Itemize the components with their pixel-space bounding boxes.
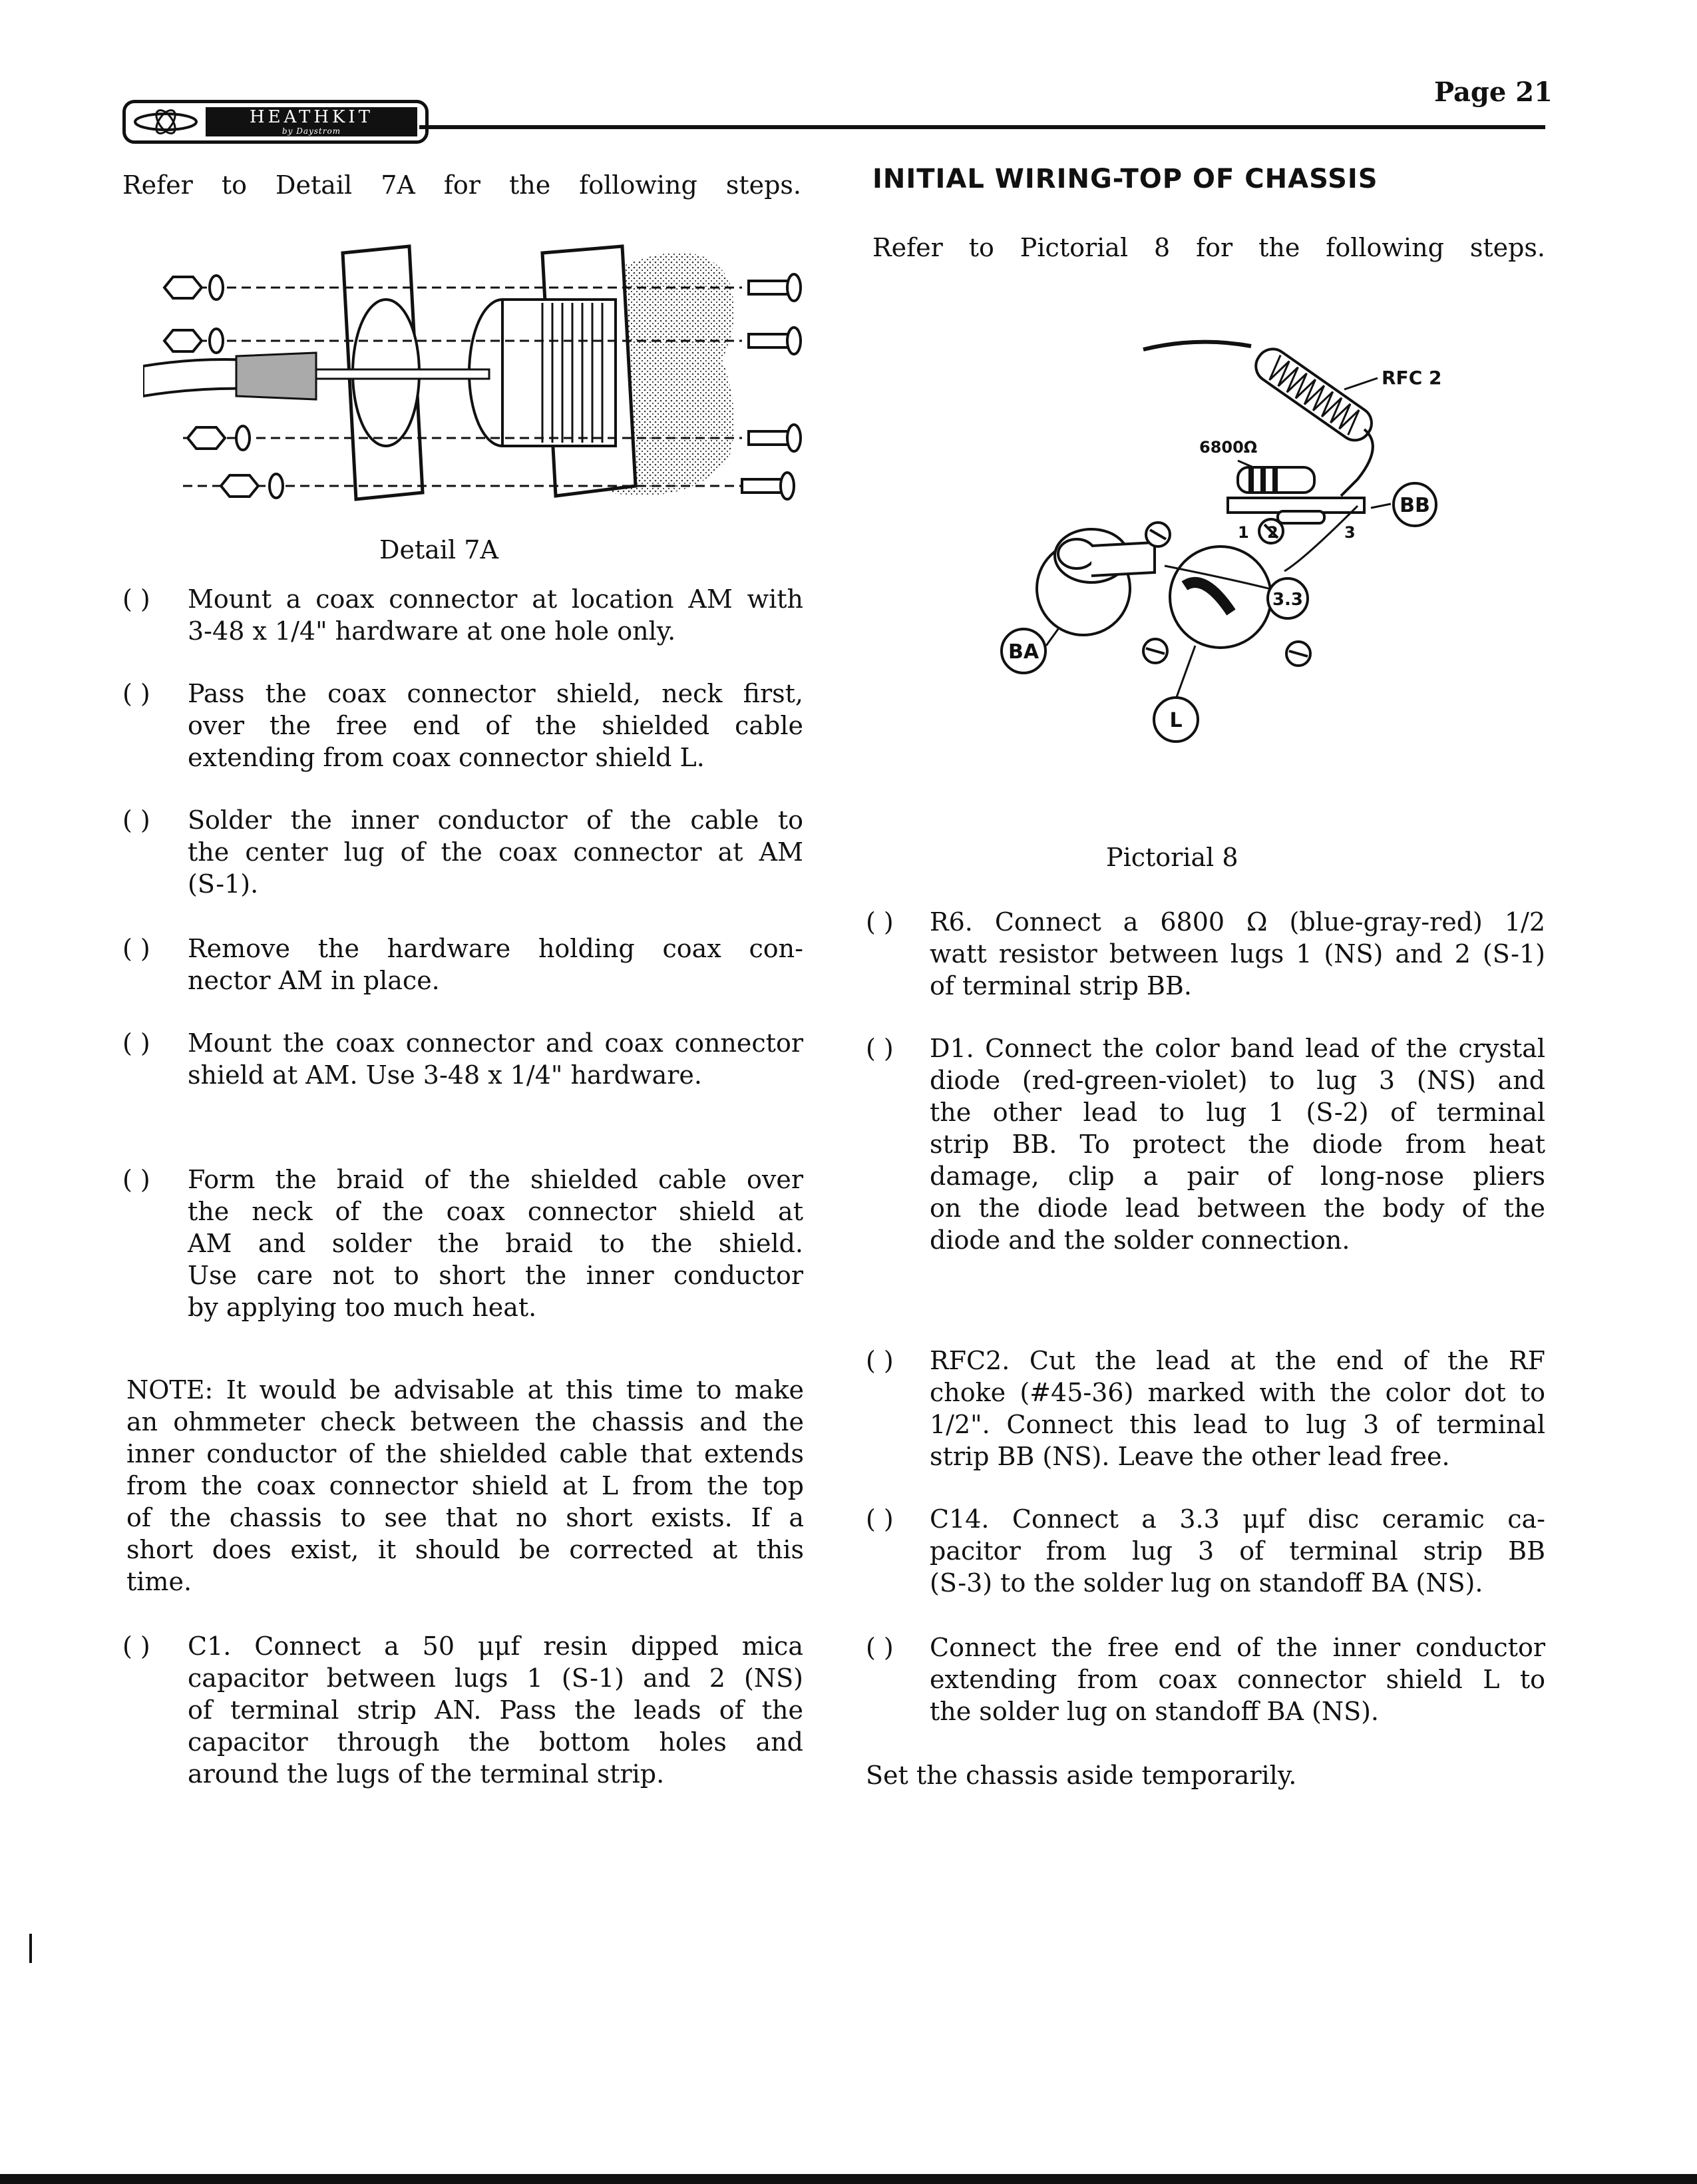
header-rule: [419, 125, 1545, 129]
scan-bottom-edge: [0, 2174, 1697, 2184]
label-rfc2: RFC 2: [1382, 367, 1442, 389]
step-item: [930, 1032, 1545, 1256]
brand-name: HEATHKIT: [249, 107, 374, 127]
text-line: AM and solder the braid to the shield.: [188, 1229, 803, 1258]
atom-icon: [131, 106, 201, 138]
step-checkbox[interactable]: ( ): [122, 1632, 150, 1661]
label-lug-1: 1: [1238, 523, 1249, 542]
step-checkbox[interactable]: ( ): [866, 1633, 894, 1662]
text-line: Mount a coax connector at location AM with: [188, 584, 803, 614]
text-line: Set the chassis aside temporarily.: [866, 1761, 1297, 1790]
step-item: [188, 1164, 803, 1323]
text-line: the center lug of the coax connector at AM: [188, 837, 803, 867]
text-line: capacitor through the bottom holes and: [188, 1727, 803, 1757]
text-line: (S-3) to the solder lug on standoff BA (NS).: [930, 1568, 1483, 1598]
connector-body: [502, 300, 616, 446]
text-line: D1. Connect the color band lead of the crystal: [930, 1034, 1545, 1063]
text-line: time.: [126, 1567, 192, 1596]
text-line: shield at AM. Use 3-48 x 1/4" hardware.: [188, 1060, 702, 1090]
detail-7a-figure: [143, 240, 822, 519]
text-line: C1. Connect a 50 μμf resin dipped mica: [188, 1632, 803, 1661]
text-line: Mount the coax connector and coax connector: [188, 1028, 803, 1058]
step-item: [188, 678, 803, 773]
text-line: an ohmmeter check between the chassis and the: [126, 1407, 804, 1436]
screws: [742, 274, 801, 499]
braid: [236, 353, 316, 399]
text-line: on the diode lead between the body of the: [930, 1194, 1545, 1223]
step-item: [188, 804, 803, 900]
logo-wordmark: [206, 107, 417, 136]
step-item: [188, 933, 803, 996]
label-l: L: [1169, 709, 1183, 732]
step-checkbox[interactable]: ( ): [866, 1346, 894, 1375]
text-line: short does exist, it should be corrected at this: [126, 1535, 804, 1564]
label-lug-3: 3: [1344, 523, 1356, 542]
text-line: C14. Connect a 3.3 μμf disc ceramic ca-: [930, 1504, 1545, 1534]
label-bb: BB: [1400, 494, 1430, 517]
text-line: capacitor between lugs 1 (S-1) and 2 (NS): [188, 1663, 803, 1693]
text-line: extending from coax connector shield L.: [188, 743, 705, 772]
text-line: around the lugs of the terminal strip.: [188, 1759, 665, 1789]
text-line: Refer to Pictorial 8 for the following steps.: [872, 233, 1545, 262]
step-item: [930, 906, 1545, 1002]
label-ba: BA: [1008, 640, 1039, 664]
text-line: of the chassis to see that no short exists. If a: [126, 1503, 804, 1532]
left-intro: [122, 169, 801, 201]
closing-text: [866, 1759, 1398, 1791]
ohmmeter-note: [126, 1374, 804, 1598]
text-line: the solder lug on standoff BA (NS).: [930, 1697, 1380, 1726]
text-line: diode and the solder connection.: [930, 1225, 1350, 1255]
text-line: 1/2". Connect this lead to lug 3 of terminal: [930, 1410, 1545, 1439]
step-item: [188, 1630, 803, 1790]
text-line: nector AM in place.: [188, 966, 440, 995]
text-line: RFC2. Cut the lead at the end of the RF: [930, 1346, 1545, 1375]
page-number: Page 21: [1434, 77, 1553, 108]
step-item: [930, 1345, 1545, 1472]
detail-7a-caption: Detail 7A: [379, 535, 498, 564]
text-line: over the free end of the shielded cable: [188, 711, 803, 740]
step-checkbox[interactable]: ( ): [122, 1165, 150, 1194]
text-line: of terminal strip BB.: [930, 971, 1192, 1000]
text-line: by applying too much heat.: [188, 1293, 537, 1322]
text-line: strip BB (NS). Leave the other lead free.: [930, 1442, 1450, 1471]
heathkit-logo: [122, 100, 429, 144]
text-line: choke (#45-36) marked with the color dot to: [930, 1378, 1545, 1407]
rf-choke: [1250, 343, 1378, 447]
section-heading: INITIAL WIRING-TOP OF CHASSIS: [872, 164, 1378, 194]
right-intro: [872, 232, 1545, 264]
step-checkbox[interactable]: ( ): [866, 907, 894, 937]
text-line: R6. Connect a 6800 Ω (blue-gray-red) 1/2: [930, 907, 1545, 937]
crystal-diode: [1278, 511, 1324, 523]
text-line: watt resistor between lugs 1 (NS) and 2 (S-1): [930, 939, 1545, 969]
step-item: [188, 1027, 803, 1091]
text-line: diode (red-green-violet) to lug 3 (NS) and: [930, 1066, 1545, 1095]
text-line: Use care not to short the inner conductor: [188, 1261, 803, 1290]
choke-free-lead: [1143, 342, 1251, 349]
step-item: [188, 583, 803, 647]
text-line: Connect the free end of the inner conductor: [930, 1633, 1545, 1662]
step-checkbox[interactable]: ( ): [122, 934, 150, 963]
pictorial-8-figure: [985, 320, 1464, 759]
text-line: damage, clip a pair of long-nose pliers: [930, 1162, 1545, 1191]
pictorial-8-caption: Pictorial 8: [1106, 843, 1238, 872]
step-checkbox[interactable]: ( ): [122, 679, 150, 708]
text-line: of terminal strip AN. Pass the leads of the: [188, 1695, 803, 1725]
text-line: inner conductor of the shielded cable that extends: [126, 1439, 804, 1468]
text-line: Refer to Detail 7A for the following steps.: [122, 170, 801, 200]
step-checkbox[interactable]: ( ): [122, 805, 150, 835]
text-line: pacitor from lug 3 of terminal strip BB: [930, 1536, 1545, 1566]
text-line: Solder the inner conductor of the cable to: [188, 805, 803, 835]
text-line: strip BB. To protect the diode from heat: [930, 1130, 1545, 1159]
brand-sub: by Daystrom: [282, 126, 341, 136]
text-line: 3-48 x 1/4" hardware at one hole only.: [188, 616, 676, 646]
text-line: the neck of the coax connector shield at: [188, 1197, 803, 1226]
text-line: the other lead to lug 1 (S-2) of terminal: [930, 1098, 1545, 1127]
label-lug-2: 2: [1267, 523, 1278, 542]
text-line: Form the braid of the shielded cable over: [188, 1165, 803, 1194]
step-item: [930, 1503, 1545, 1599]
scan-mark: [29, 1934, 32, 1963]
step-checkbox[interactable]: ( ): [866, 1504, 894, 1534]
label-3-3: 3.3: [1272, 590, 1304, 610]
text-line: extending from coax connector shield L to: [930, 1665, 1545, 1694]
text-line: (S-1).: [188, 869, 259, 899]
label-6800-ohm: 6800Ω: [1199, 438, 1258, 457]
step-checkbox[interactable]: ( ): [122, 1028, 150, 1058]
step-checkbox[interactable]: ( ): [122, 584, 150, 614]
step-checkbox[interactable]: ( ): [866, 1034, 894, 1063]
step-item: [930, 1632, 1545, 1727]
text-line: NOTE: It would be advisable at this time to make: [126, 1375, 804, 1405]
text-line: Pass the coax connector shield, neck first,: [188, 679, 803, 708]
text-line: Remove the hardware holding coax con-: [188, 934, 803, 963]
text-line: from the coax connector shield at L from the top: [126, 1471, 804, 1500]
